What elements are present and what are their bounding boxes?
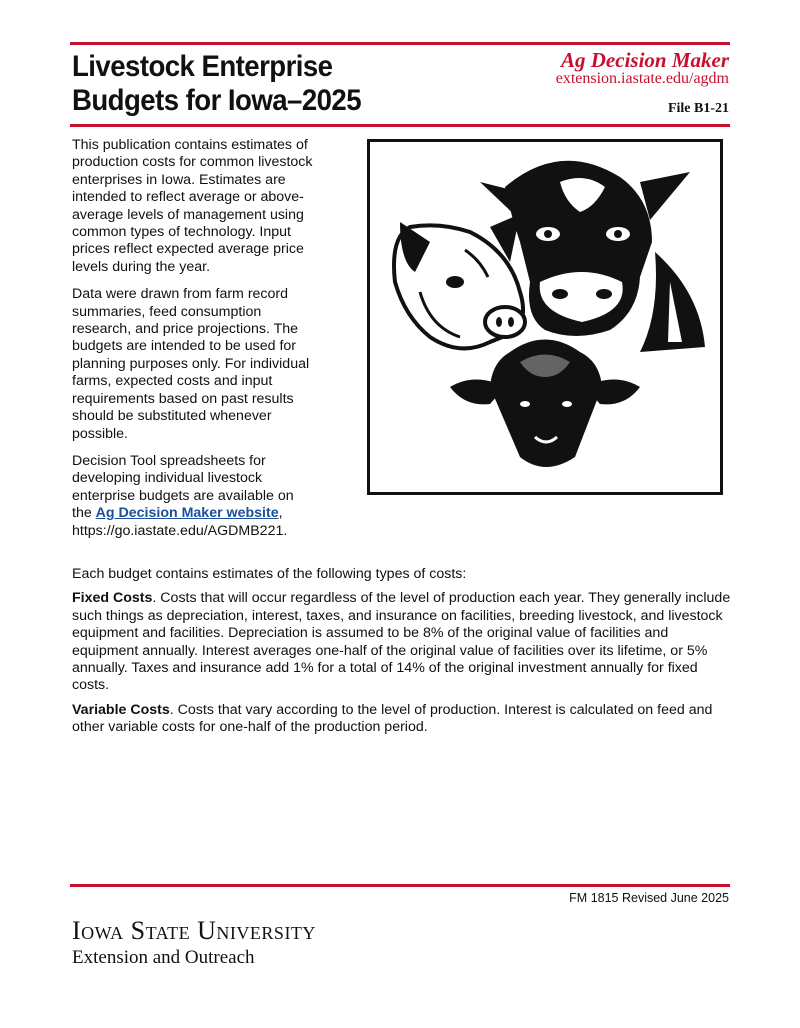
costs-section xyxy=(72,566,732,744)
intro-paragraph-3 xyxy=(72,453,317,540)
ag-decision-maker-link[interactable]: Ag Decision Maker website xyxy=(95,505,279,522)
intro-paragraph-2: Data were drawn from farm record summaries, feed consumption research, and price projections. The budgets are intended to be used for planning purposes only. For individual farms, expected costs and input requirements based on past results should be substituted whenever possible. xyxy=(72,286,310,442)
publication-info: FM 1815 Revised June 2025 xyxy=(569,891,729,905)
page-title xyxy=(72,50,458,118)
livestock-illustration xyxy=(367,139,723,495)
header-bottom-rule xyxy=(70,124,730,127)
title-line-2: Budgets for Iowa–2025 xyxy=(72,84,362,117)
brand-name: Ag Decision Maker xyxy=(561,48,729,72)
pig-head-icon xyxy=(394,214,525,348)
variable-costs-paragraph xyxy=(72,702,732,737)
variable-costs-term: Variable Costs xyxy=(72,701,170,718)
footer-red-rule xyxy=(70,884,730,887)
university-unit: Extension and Outreach xyxy=(72,947,255,968)
university-wordmark: Iowa State University xyxy=(72,916,316,945)
sheep-head-icon xyxy=(450,340,640,468)
fixed-costs-text: . Costs that will occur regardless of the level of production each year. They generally include such things as depreciation, interest, taxes, and insurance on facilities, breeding livestock, and livestock equipment and facilities. Depreciation is assumed to be 8% of the original value of facilities and equipment annually. Interest averages one-half of the original value of facilities over its lifetime, or 5% annually. Taxes and insurance add 1% for a total of 14% of the original investment annually for fixed costs. xyxy=(72,590,731,694)
top-red-rule xyxy=(70,42,730,45)
costs-lead: Each budget contains estimates of the following types of costs: xyxy=(72,566,467,582)
intro-paragraph-1: This publication contains estimates of production costs for common livestock enterprises in Iowa. Estimates are intended to reflect average or above-average levels of management using common types of technology. Input prices reflect expected average price levels during the year. xyxy=(72,137,313,275)
variable-costs-text: . Costs that vary according to the level of production. Interest is calculated on feed and other variable costs for one-half of the production period. xyxy=(72,701,713,736)
file-code: File B1-21 xyxy=(667,101,729,116)
title-line-1: Livestock Enterprise xyxy=(72,50,333,83)
fixed-costs-term: Fixed Costs xyxy=(72,590,153,607)
fixed-costs-paragraph xyxy=(72,590,732,694)
intro-p3-prefix: Decision Tool spreadsheets for developing individual livestock enterprise budgets are available on the xyxy=(72,452,294,522)
intro-p3-suffix: , https://go.iastate.edu/AGDMB221. xyxy=(72,505,288,539)
intro-column xyxy=(72,137,317,550)
brand-url[interactable]: extension.iastate.edu/agdm xyxy=(555,70,729,87)
